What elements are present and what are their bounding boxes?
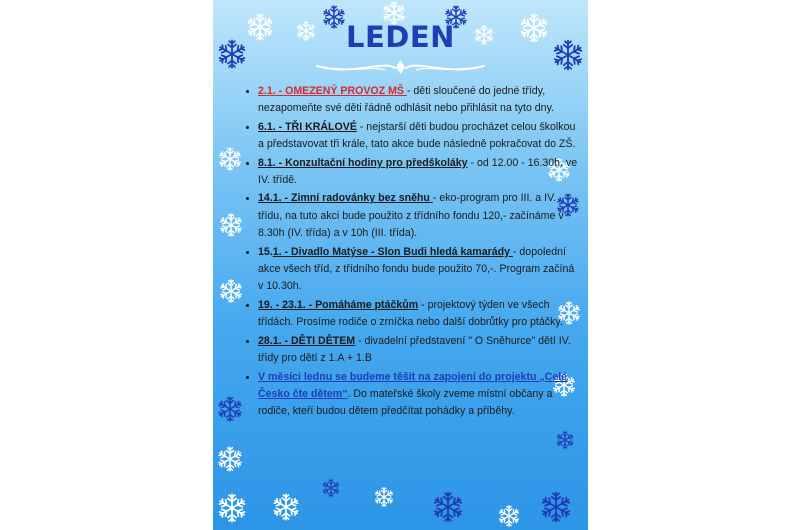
snowflake-icon <box>216 445 244 473</box>
event-highlight: 28.1. - DĚTI DĚTEM <box>258 334 356 347</box>
event-text: - děti sloučené do jedné třídy, nezapomeňte své děti řádně odhlásit nebo přihlásit na tyto dny. <box>258 85 555 115</box>
event-item <box>258 244 578 296</box>
event-list <box>243 83 578 422</box>
event-highlight: 19. - 23.1. - Pomáháme ptáčkům <box>258 298 419 311</box>
event-item <box>258 155 578 190</box>
event-item <box>258 297 578 332</box>
event-highlight: 8.1. - Konzultační hodiny pro předškoláky <box>258 156 468 169</box>
event-prefix: 15. <box>258 245 273 258</box>
snowflake-icon <box>271 492 301 522</box>
snowflake-icon <box>216 492 248 524</box>
snowflake-icon <box>218 278 244 304</box>
event-text: . Do mateřské školy zveme místní občany a rodiče, kteří budou dětem předčítat pohádky a příběhy. <box>258 387 553 418</box>
event-item <box>258 333 578 368</box>
event-item <box>258 119 578 154</box>
snowflake-icon <box>218 212 244 238</box>
snowflake-icon <box>555 430 575 450</box>
event-highlight: 2.1. - OMEZENÝ PROVOZ MŠ <box>258 85 407 97</box>
event-item <box>258 190 578 242</box>
event-highlight: 14.1. - Zimní radovánky bez sněhu <box>258 192 433 205</box>
event-text: - divadelní představení " O Sněhurce" dětí IV. třídy pro dětí z 1.A + 1.B <box>258 334 571 365</box>
event-text: - od 12.00 - 16.30h. ve IV. třídě. <box>258 156 578 187</box>
snowflake-icon <box>217 146 243 172</box>
snowflake-icon <box>539 490 573 524</box>
event-text: - nejstarší děti budou procházet celou školkou a představovat tři krále, tato akce bude následně pokračovat do ZŠ. <box>258 120 576 151</box>
poster <box>213 0 588 530</box>
snowflake-icon <box>321 478 341 498</box>
event-item <box>258 83 578 118</box>
event-text: - dopolední akce všech tříd, z třídního fondu bude použito 70,-. Program začíná v 10.30h. <box>258 245 575 293</box>
snowflake-icon <box>497 504 521 528</box>
snowflake-icon <box>373 486 395 508</box>
event-item <box>258 369 578 421</box>
snowflake-icon <box>431 490 465 524</box>
event-text: - projektový týden ve všech třídách. Prosíme rodiče o zrníčka nebo další dobrůtky pro ptáčky. <box>258 298 563 329</box>
event-highlight: V měsíci lednu se budeme těšit na zapojení do projektu „Celé Česko čte dětem“ <box>258 370 568 400</box>
event-highlight: 1. - Divadlo Matýse - Slon Budi hledá kamarády <box>272 245 513 258</box>
page-title: LEDEN <box>346 20 455 54</box>
snowflake-icon <box>216 395 244 423</box>
ornamental-divider <box>313 56 488 78</box>
event-highlight: 6.1. - TŘI KRÁLOVÉ <box>258 120 357 133</box>
event-text: - eko-program pro III. a IV. třídu, na tuto akci bude použito z třídního fondu 120,- začínáme v 8.30h (IV. třída) a v 10h (III. třída). <box>258 192 564 240</box>
